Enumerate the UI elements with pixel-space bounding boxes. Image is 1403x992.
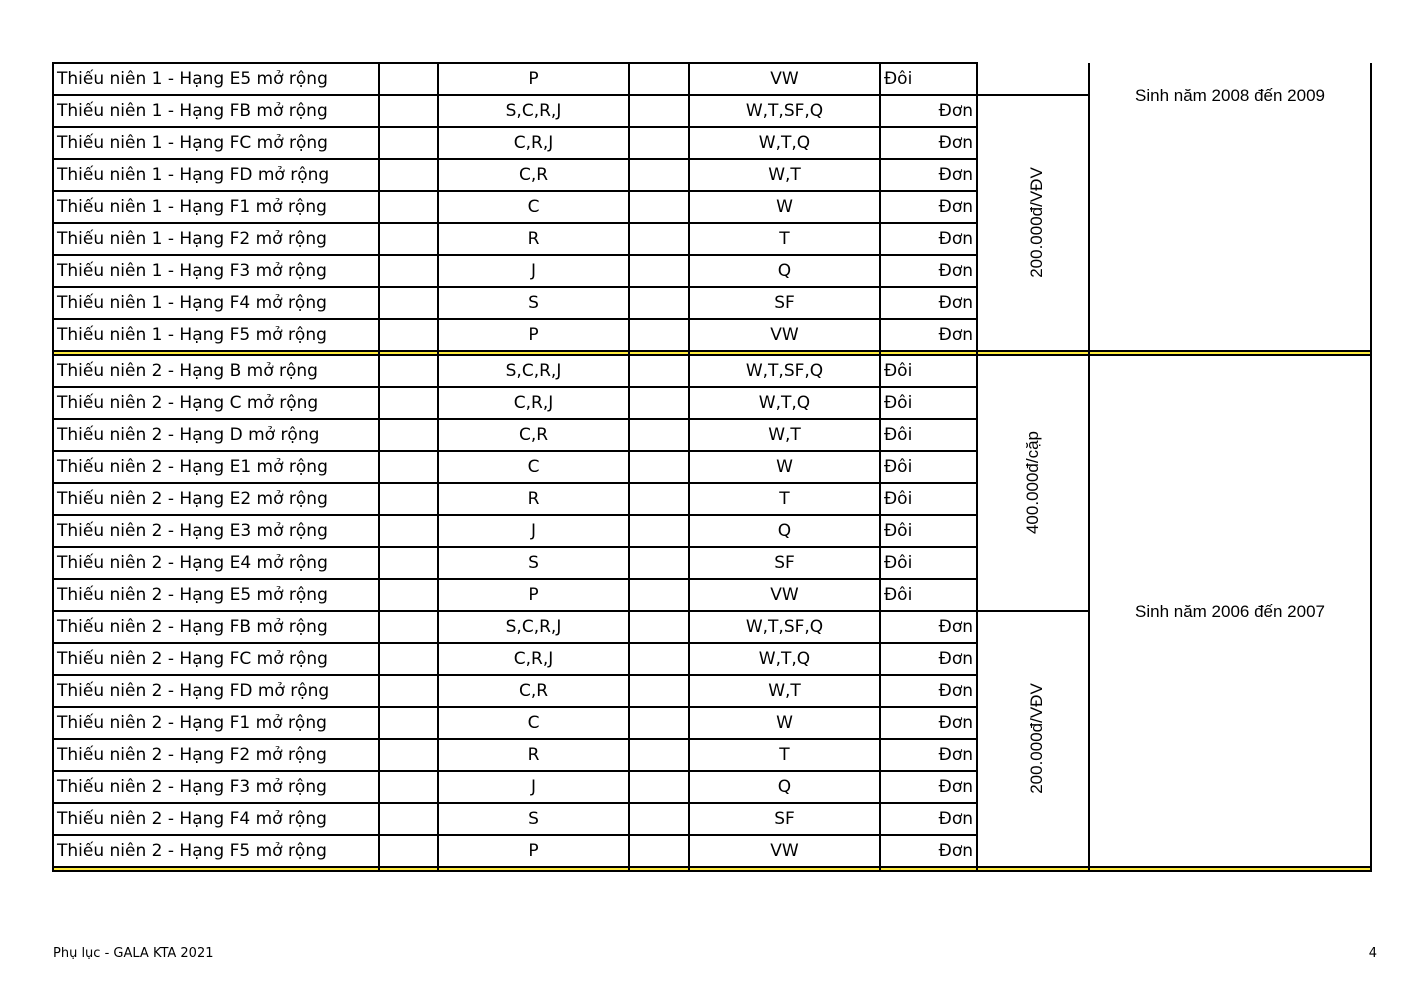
empty-cell <box>379 419 438 451</box>
empty-cell <box>379 643 438 675</box>
empty-cell <box>379 451 438 483</box>
event-name: Thiếu niên 2 - Hạng FB mở rộng <box>53 611 379 643</box>
latin-dances: S,C,R,J <box>438 355 629 387</box>
event-name: Thiếu niên 2 - Hạng E3 mở rộng <box>53 515 379 547</box>
entry-type: Đơn <box>880 191 977 223</box>
standard-dances: Q <box>689 255 880 287</box>
standard-dances: W,T <box>689 675 880 707</box>
entry-type: Đôi <box>880 355 977 387</box>
empty-cell <box>379 287 438 319</box>
standard-dances: VW <box>689 319 880 351</box>
separator-cell <box>438 867 629 871</box>
empty-cell <box>379 771 438 803</box>
standard-dances: W,T,Q <box>689 387 880 419</box>
empty-cell <box>629 419 689 451</box>
entry-type: Đơn <box>880 127 977 159</box>
table-row <box>53 63 1371 95</box>
latin-dances: C,R <box>438 675 629 707</box>
latin-dances: S <box>438 547 629 579</box>
fee-label: 200.000đ/VĐV <box>1026 167 1046 278</box>
event-name: Thiếu niên 2 - Hạng F2 mở rộng <box>53 739 379 771</box>
empty-cell <box>629 771 689 803</box>
empty-cell <box>629 287 689 319</box>
empty-cell <box>629 739 689 771</box>
empty-cell <box>379 159 438 191</box>
empty-cell <box>629 803 689 835</box>
empty-cell <box>629 319 689 351</box>
standard-dances: W,T,Q <box>689 643 880 675</box>
event-name: Thiếu niên 2 - Hạng E2 mở rộng <box>53 483 379 515</box>
empty-cell <box>379 483 438 515</box>
standard-dances: SF <box>689 287 880 319</box>
standard-dances: Q <box>689 771 880 803</box>
event-name: Thiếu niên 1 - Hạng F2 mở rộng <box>53 223 379 255</box>
empty-cell <box>379 547 438 579</box>
entry-type: Đơn <box>880 319 977 351</box>
empty-cell <box>629 451 689 483</box>
empty-cell <box>379 707 438 739</box>
footer-title: Phụ lục - GALA KTA 2021 <box>53 946 214 961</box>
standard-dances: W,T,SF,Q <box>689 355 880 387</box>
entry-type: Đơn <box>880 707 977 739</box>
standard-dances: Q <box>689 515 880 547</box>
empty-cell <box>629 387 689 419</box>
empty-cell <box>379 223 438 255</box>
entry-type: Đôi <box>880 419 977 451</box>
empty-cell <box>379 803 438 835</box>
latin-dances: S,C,R,J <box>438 95 629 127</box>
empty-cell <box>629 255 689 287</box>
entry-type: Đơn <box>880 739 977 771</box>
latin-dances: S,C,R,J <box>438 611 629 643</box>
empty-cell <box>629 483 689 515</box>
entry-type: Đôi <box>880 387 977 419</box>
separator-cell <box>629 867 689 871</box>
standard-dances: T <box>689 223 880 255</box>
separator-cell <box>53 867 379 871</box>
event-name: Thiếu niên 2 - Hạng FC mở rộng <box>53 643 379 675</box>
empty-cell <box>629 127 689 159</box>
latin-dances: C,R <box>438 159 629 191</box>
entry-type: Đơn <box>880 159 977 191</box>
latin-dances: S <box>438 287 629 319</box>
schedule-body <box>53 63 1371 871</box>
event-name: Thiếu niên 2 - Hạng FD mở rộng <box>53 675 379 707</box>
separator-cell <box>1089 867 1371 871</box>
event-name: Thiếu niên 1 - Hạng FB mở rộng <box>53 95 379 127</box>
empty-cell <box>629 547 689 579</box>
latin-dances: C,R <box>438 419 629 451</box>
empty-cell <box>629 611 689 643</box>
entry-type: Đôi <box>880 63 977 95</box>
standard-dances: VW <box>689 63 880 95</box>
latin-dances: C <box>438 191 629 223</box>
age-group-cell: Sinh năm 2006 đến 2007 <box>1089 355 1371 867</box>
event-name: Thiếu niên 2 - Hạng B mở rộng <box>53 355 379 387</box>
event-name: Thiếu niên 1 - Hạng FD mở rộng <box>53 159 379 191</box>
empty-cell <box>379 355 438 387</box>
page-number: 4 <box>1368 946 1377 961</box>
latin-dances: J <box>438 255 629 287</box>
event-name: Thiếu niên 2 - Hạng E4 mở rộng <box>53 547 379 579</box>
event-name: Thiếu niên 2 - Hạng F5 mở rộng <box>53 835 379 867</box>
section-separator <box>53 867 1371 871</box>
empty-cell <box>629 643 689 675</box>
latin-dances: R <box>438 483 629 515</box>
empty-cell <box>629 355 689 387</box>
entry-type: Đơn <box>880 835 977 867</box>
empty-cell <box>629 95 689 127</box>
fee-cell <box>977 95 1089 351</box>
standard-dances: SF <box>689 803 880 835</box>
latin-dances: P <box>438 319 629 351</box>
empty-cell <box>379 63 438 95</box>
empty-cell <box>379 319 438 351</box>
event-name: Thiếu niên 2 - Hạng F4 mở rộng <box>53 803 379 835</box>
latin-dances: J <box>438 771 629 803</box>
entry-type: Đơn <box>880 95 977 127</box>
empty-cell <box>379 611 438 643</box>
standard-dances: W,T <box>689 419 880 451</box>
latin-dances: S <box>438 803 629 835</box>
latin-dances: P <box>438 63 629 95</box>
standard-dances: W,T <box>689 159 880 191</box>
standard-dances: W,T,Q <box>689 127 880 159</box>
empty-cell <box>629 191 689 223</box>
empty-cell <box>379 835 438 867</box>
standard-dances: VW <box>689 579 880 611</box>
entry-type: Đơn <box>880 255 977 287</box>
fee-cell <box>977 611 1089 867</box>
empty-cell <box>379 191 438 223</box>
fee-label: 400.000đ/cặp <box>1023 430 1043 535</box>
separator-cell <box>379 867 438 871</box>
separator-cell <box>689 867 880 871</box>
event-name: Thiếu niên 1 - Hạng F5 mở rộng <box>53 319 379 351</box>
entry-type: Đơn <box>880 223 977 255</box>
empty-cell <box>629 223 689 255</box>
standard-dances: W,T,SF,Q <box>689 611 880 643</box>
standard-dances: W <box>689 707 880 739</box>
latin-dances: C,R,J <box>438 127 629 159</box>
entry-type: Đôi <box>880 579 977 611</box>
event-name: Thiếu niên 1 - Hạng E5 mở rộng <box>53 63 379 95</box>
standard-dances: W <box>689 451 880 483</box>
entry-type: Đơn <box>880 771 977 803</box>
latin-dances: C,R,J <box>438 387 629 419</box>
event-name: Thiếu niên 1 - Hạng F3 mở rộng <box>53 255 379 287</box>
entry-type: Đơn <box>880 287 977 319</box>
latin-dances: R <box>438 223 629 255</box>
standard-dances: VW <box>689 835 880 867</box>
fee-cell <box>977 355 1089 611</box>
empty-cell <box>629 707 689 739</box>
empty-cell <box>379 387 438 419</box>
empty-cell <box>379 579 438 611</box>
event-name: Thiếu niên 2 - Hạng F3 mở rộng <box>53 771 379 803</box>
empty-cell <box>629 515 689 547</box>
table-row <box>53 355 1371 387</box>
latin-dances: C <box>438 707 629 739</box>
empty-cell <box>379 739 438 771</box>
entry-type: Đơn <box>880 643 977 675</box>
event-schedule-table <box>52 62 1372 872</box>
entry-type: Đôi <box>880 547 977 579</box>
latin-dances: C <box>438 451 629 483</box>
empty-cell <box>379 515 438 547</box>
standard-dances: W,T,SF,Q <box>689 95 880 127</box>
event-name: Thiếu niên 1 - Hạng F4 mở rộng <box>53 287 379 319</box>
empty-cell <box>379 127 438 159</box>
empty-cell <box>629 159 689 191</box>
separator-cell <box>977 867 1089 871</box>
age-group-cell: Sinh năm 2008 đến 2009 <box>1089 63 1371 351</box>
standard-dances: W <box>689 191 880 223</box>
event-name: Thiếu niên 1 - Hạng F1 mở rộng <box>53 191 379 223</box>
latin-dances: C,R,J <box>438 643 629 675</box>
empty-cell <box>629 579 689 611</box>
latin-dances: R <box>438 739 629 771</box>
event-name: Thiếu niên 2 - Hạng E5 mở rộng <box>53 579 379 611</box>
empty-cell <box>379 95 438 127</box>
fee-cell-continued <box>977 63 1089 95</box>
standard-dances: T <box>689 483 880 515</box>
event-name: Thiếu niên 2 - Hạng D mở rộng <box>53 419 379 451</box>
entry-type: Đôi <box>880 451 977 483</box>
entry-type: Đôi <box>880 483 977 515</box>
empty-cell <box>629 63 689 95</box>
empty-cell <box>629 675 689 707</box>
empty-cell <box>379 675 438 707</box>
latin-dances: J <box>438 515 629 547</box>
empty-cell <box>379 255 438 287</box>
standard-dances: T <box>689 739 880 771</box>
latin-dances: P <box>438 579 629 611</box>
entry-type: Đơn <box>880 611 977 643</box>
empty-cell <box>629 835 689 867</box>
event-name: Thiếu niên 1 - Hạng FC mở rộng <box>53 127 379 159</box>
latin-dances: P <box>438 835 629 867</box>
entry-type: Đơn <box>880 803 977 835</box>
event-name: Thiếu niên 2 - Hạng F1 mở rộng <box>53 707 379 739</box>
standard-dances: SF <box>689 547 880 579</box>
fee-label: 200.000đ/VĐV <box>1026 683 1046 794</box>
entry-type: Đơn <box>880 675 977 707</box>
separator-cell <box>880 867 977 871</box>
entry-type: Đôi <box>880 515 977 547</box>
event-name: Thiếu niên 2 - Hạng C mở rộng <box>53 387 379 419</box>
event-name: Thiếu niên 2 - Hạng E1 mở rộng <box>53 451 379 483</box>
